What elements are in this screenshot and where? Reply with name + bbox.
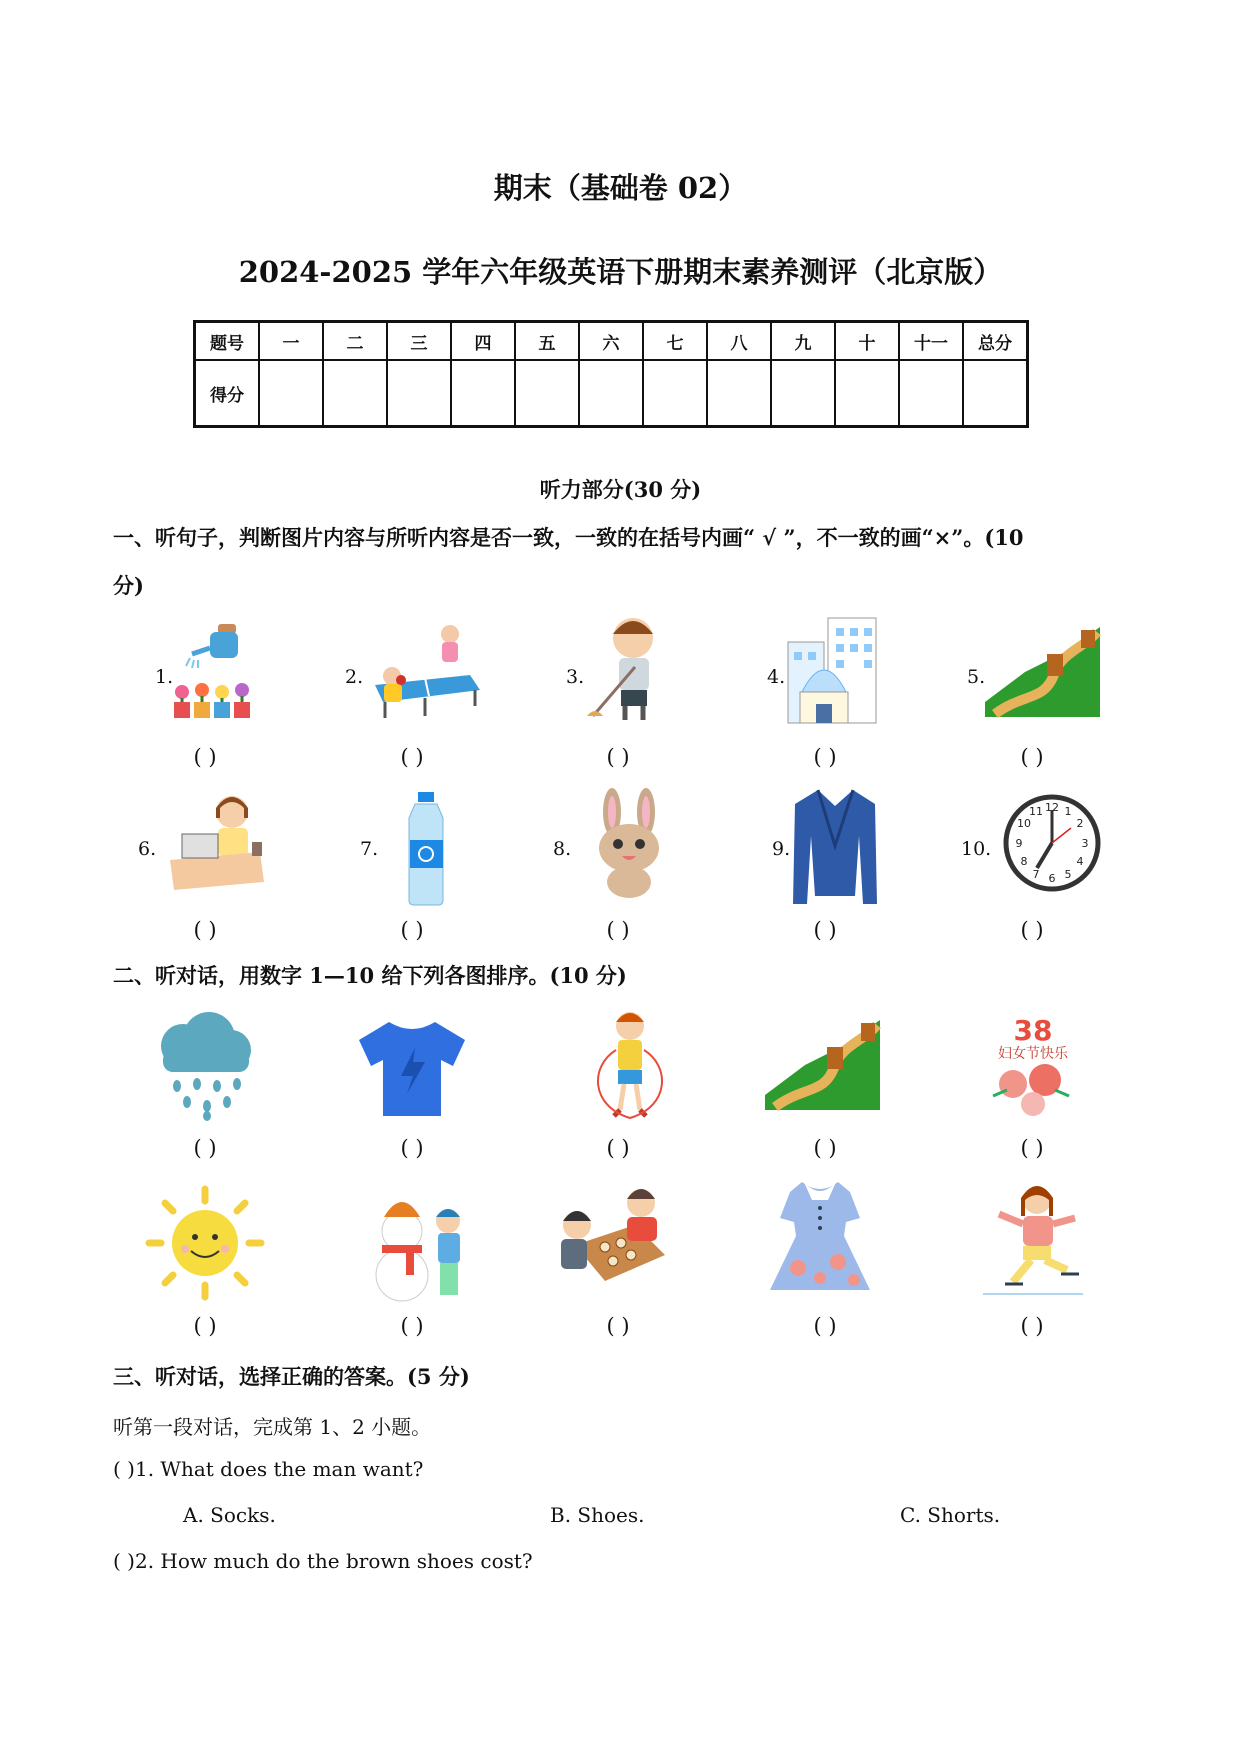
answer-blank[interactable]: ( ) (606, 918, 630, 942)
city-buildings-icon (780, 612, 890, 727)
score-cell[interactable] (643, 360, 707, 427)
svg-text:12: 12 (1045, 801, 1059, 814)
dress-icon (768, 1178, 873, 1298)
score-column-header: 总分 (963, 322, 1028, 361)
q1-option-a[interactable]: A. Socks. (183, 1503, 276, 1527)
item-number: 6. (138, 838, 157, 860)
score-cell[interactable] (387, 360, 451, 427)
item-number: 10. (961, 838, 992, 860)
answer-blank[interactable]: ( ) (400, 1314, 424, 1338)
score-column-header: 一 (259, 322, 323, 361)
svg-text:1: 1 (1064, 805, 1072, 818)
part1-instruction-cont: 分) (113, 573, 144, 598)
score-column-header: 十 (835, 322, 899, 361)
answer-blank[interactable]: ( ) (606, 745, 630, 769)
ice-skating-icon (983, 1178, 1083, 1300)
svg-text:2: 2 (1076, 817, 1084, 830)
question-2: ( )2. How much do the brown shoes cost? (113, 1549, 533, 1573)
answer-blank[interactable]: ( ) (813, 745, 837, 769)
sun-icon (143, 1183, 268, 1303)
t-shirt-icon (357, 1018, 467, 1118)
ping-pong-icon (365, 620, 480, 720)
svg-text:4: 4 (1076, 855, 1084, 868)
answer-blank[interactable]: ( ) (193, 1314, 217, 1338)
svg-text:3: 3 (1081, 837, 1089, 850)
svg-text:11: 11 (1029, 805, 1043, 818)
great-wall-icon (985, 622, 1100, 717)
score-column-header: 四 (451, 322, 515, 361)
score-table-score-row (195, 360, 1028, 427)
rabbit-icon (582, 790, 677, 900)
score-row-label: 得分 (195, 360, 260, 427)
answer-blank[interactable]: ( ) (813, 1136, 837, 1160)
page-subtitle: 2024-2025 学年六年级英语下册期末素养测评（北京版） (238, 255, 1003, 289)
answer-blank[interactable]: ( ) (400, 1136, 424, 1160)
answer-blank[interactable]: ( ) (1020, 1314, 1044, 1338)
answer-blank[interactable]: ( ) (400, 745, 424, 769)
question-1: ( )1. What does the man want? (113, 1457, 424, 1481)
item-number: 7. (360, 838, 379, 860)
answer-blank[interactable]: ( ) (193, 1136, 217, 1160)
score-cell[interactable] (707, 360, 771, 427)
item-number: 5. (967, 666, 986, 688)
svg-text:5: 5 (1064, 868, 1072, 881)
score-column-header: 九 (771, 322, 835, 361)
answer-blank[interactable]: ( ) (813, 918, 837, 942)
listening-header: 听力部分(30 分) (539, 477, 702, 502)
girl-laptop-icon (160, 790, 270, 895)
q1-option-b[interactable]: B. Shoes. (550, 1503, 645, 1527)
jacket-icon (793, 786, 878, 906)
score-cell[interactable] (323, 360, 387, 427)
page-title: 期末（基础卷 02） (493, 171, 748, 205)
svg-text:8: 8 (1020, 855, 1028, 868)
great-wall-icon (765, 1015, 880, 1110)
score-cell[interactable] (579, 360, 643, 427)
part3-intro: 听第一段对话，完成第 1、2 小题。 (113, 1415, 432, 1439)
score-cell[interactable] (259, 360, 323, 427)
score-cell[interactable] (451, 360, 515, 427)
score-cell[interactable] (515, 360, 579, 427)
score-cell[interactable] (899, 360, 963, 427)
score-column-header: 七 (643, 322, 707, 361)
item-number: 9. (772, 838, 791, 860)
water-bottle-icon (403, 790, 448, 905)
part3-instruction: 三、听对话，选择正确的答案。(5 分) (113, 1364, 470, 1389)
svg-text:6: 6 (1048, 872, 1056, 885)
answer-blank[interactable]: ( ) (606, 1136, 630, 1160)
answer-blank[interactable]: ( ) (1020, 918, 1044, 942)
answer-blank[interactable]: ( ) (813, 1314, 837, 1338)
part2-instruction: 二、听对话，用数字 1—10 给下列各图排序。(10 分) (113, 963, 627, 988)
item-number: 3. (566, 666, 585, 688)
item-number: 1. (155, 666, 174, 688)
score-column-header: 八 (707, 322, 771, 361)
item-number: 8. (553, 838, 572, 860)
score-column-header: 六 (579, 322, 643, 361)
score-row-label: 题号 (195, 322, 260, 361)
answer-blank[interactable]: ( ) (193, 918, 217, 942)
answer-blank[interactable]: ( ) (193, 745, 217, 769)
score-column-header: 二 (323, 322, 387, 361)
chess-icon (555, 1185, 670, 1295)
score-cell[interactable] (771, 360, 835, 427)
svg-text:7: 7 (1032, 868, 1040, 881)
score-column-header: 十一 (899, 322, 963, 361)
watering-flowers-icon (170, 618, 255, 723)
q1-option-c[interactable]: C. Shorts. (900, 1503, 1001, 1527)
jump-rope-icon (580, 1006, 680, 1124)
score-cell[interactable] (963, 360, 1028, 427)
womens-day-text: 妇女节快乐 (998, 1046, 1068, 1062)
svg-text:10: 10 (1017, 817, 1031, 830)
clock-icon (1003, 794, 1101, 892)
answer-blank[interactable]: ( ) (1020, 1136, 1044, 1160)
svg-text:9: 9 (1015, 837, 1023, 850)
score-column-header: 五 (515, 322, 579, 361)
boy-sweeping-icon (585, 612, 675, 727)
part1-instruction: 一、听句子，判断图片内容与所听内容是否一致，一致的在括号内画“ √ ”，不一致的画“×”。(10 (113, 525, 1024, 550)
answer-blank[interactable]: ( ) (606, 1314, 630, 1338)
answer-blank[interactable]: ( ) (400, 918, 424, 942)
rain-cloud-icon (153, 1010, 253, 1120)
womens-day-icon (983, 1010, 1083, 1118)
score-table (193, 320, 1029, 428)
score-table-header-row (195, 322, 1028, 361)
score-cell[interactable] (835, 360, 899, 427)
score-column-header: 三 (387, 322, 451, 361)
answer-blank[interactable]: ( ) (1020, 745, 1044, 769)
snowman-icon (362, 1185, 472, 1305)
item-number: 4. (767, 666, 786, 688)
item-number: 2. (345, 666, 364, 688)
womens-day-number: 38 (1013, 1014, 1053, 1047)
